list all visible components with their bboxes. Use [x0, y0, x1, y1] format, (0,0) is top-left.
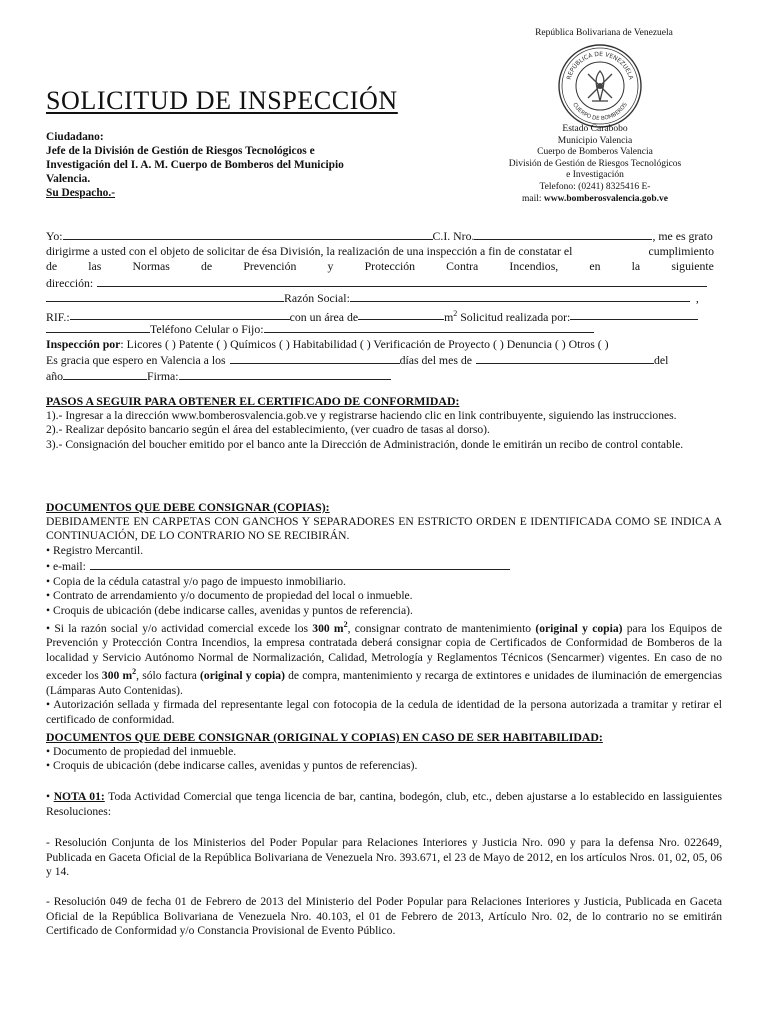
- office-line-phone: Telefono: (0241) 8325416 E-: [539, 181, 651, 192]
- fire-department-seal: [557, 43, 643, 129]
- direccion-field-cont[interactable]: [46, 290, 284, 302]
- yo-label: Yo:: [46, 229, 63, 243]
- office-block: [470, 124, 720, 205]
- solicitud-field-cont[interactable]: [46, 321, 150, 333]
- form-row-rif: [46, 306, 714, 322]
- solicitud-field[interactable]: [570, 308, 698, 320]
- firma-field[interactable]: [179, 368, 391, 380]
- document-item: • Registro Mercantil.: [46, 544, 722, 559]
- note-label: NOTA 01:: [53, 790, 105, 803]
- seal-text-top: REPÚBLICA DE VENEZUELA: [565, 50, 635, 81]
- documents-section: [46, 500, 722, 727]
- grato-label: , me es grato: [652, 229, 713, 243]
- office-line-municipality: Municipio Valencia: [557, 135, 633, 146]
- svg-text:REPÚBLICA DE VENEZUELA: [566, 51, 635, 81]
- document-item: • Autorización sellada y firmada del representante legal con fotocopia de la cedula de identidad de la persona autorizada a tramitar y retirar el certificado de conformidad.: [46, 698, 722, 727]
- area-field[interactable]: [358, 308, 444, 320]
- anio-label: año: [46, 368, 64, 383]
- maint-text: para los Equipos de Prevención y Protección Contra Incendios, la empresa contratada deberá consignar copia de Certificados de Conformidad de Bomberos de la localidad y Servicio Autónomo Normal de Normalización, Calidad, Metrología y Reglamentos Técnicos (Sencarmer) vigentes. En caso de no exceder los: [46, 621, 722, 683]
- document-item-email: [46, 558, 722, 575]
- documents-list: [46, 544, 722, 728]
- page-title: SOLICITUD DE INSPECCIÓN: [46, 86, 398, 115]
- dias-label: días del mes de: [399, 353, 473, 367]
- telefono-label: Teléfono Celular o Fijo:: [150, 322, 264, 336]
- form-row-norms: [46, 259, 714, 275]
- direccion-field[interactable]: [97, 275, 707, 287]
- form-row-inspeccion: [46, 337, 714, 353]
- norms-word: las: [88, 259, 102, 273]
- gracia-label: Es gracia que espero en Valencia a los: [46, 353, 226, 367]
- m2-sup: 2: [453, 308, 458, 318]
- maint-text: Si la razón social y/o actividad comercial excede los: [54, 621, 313, 635]
- note-section: [46, 790, 722, 819]
- m2-label: m: [444, 309, 454, 324]
- office-line-investigation: e Investigación: [566, 170, 624, 181]
- mail-prefix: mail:: [521, 193, 542, 204]
- office-line-state: Estado Carabobo: [562, 124, 628, 134]
- form-row-anio: [46, 368, 714, 384]
- telefono-field[interactable]: [264, 321, 594, 333]
- form-row-telefono: [46, 321, 714, 337]
- inspeccion-label: Inspección por: [46, 336, 121, 351]
- habitability-heading: DOCUMENTOS QUE DEBE CONSIGNAR (ORIGINAL Y COPIAS) EN CASO DE SER HABITABILIDAD:: [46, 730, 603, 744]
- maint-text: de compra, mantenimiento y recarga de extintores e unidades de iluminación de emergencias (Lámparas Auto Contenidas).: [46, 669, 722, 697]
- norms-word: de: [201, 259, 213, 273]
- request-form: [46, 228, 714, 383]
- habitability-item: • Croquis de ubicación (debe indicarse calles, avenidas y puntos de referencias).: [46, 759, 722, 774]
- razon-social-field[interactable]: [350, 290, 690, 302]
- del-label: del: [654, 353, 669, 367]
- svg-text:CUERPO DE BOMBEROS: [571, 102, 629, 123]
- addressee-salutation: Ciudadano:: [46, 131, 104, 143]
- solicitud-label: Solicitud realizada por:: [460, 309, 571, 324]
- habitability-item: • Documento de propiedad del inmueble.: [46, 745, 722, 760]
- direccion-label: dirección:: [46, 275, 94, 290]
- step-item: 2).- Realizar depósito bancario según el área del establecimiento, (ver cuadro de tasas al dorso).: [46, 423, 490, 436]
- note-text: Toda Actividad Comercial que tenga licencia de bar, cantina, bodegón, club, etc., deben ajustarse a lo establecido en lassiguientes Resoluciones:: [46, 790, 722, 818]
- seal-text-bottom: CUERPO DE BOMBEROS: [571, 101, 629, 123]
- form-row-yo: [46, 228, 714, 244]
- step-item: 1).- Ingresar a la dirección www.bomberosvalencia.gob.ve y registrarse haciendo clic en link contribuyente, siguiendo las instrucciones.: [46, 408, 677, 422]
- name-field[interactable]: [63, 228, 433, 240]
- note-intro: [46, 790, 722, 819]
- norms-word: siguiente: [671, 259, 714, 273]
- rif-field[interactable]: [70, 308, 290, 320]
- rif-label: RIF.:: [46, 309, 70, 324]
- norms-word: Normas: [132, 259, 170, 273]
- office-line-division: División de Gestión de Riesgos Tecnológicos: [508, 158, 682, 169]
- republic-label: República Bolivariana de Venezuela: [535, 28, 673, 38]
- area-label: con un área de: [289, 309, 359, 324]
- maint-text: , consignar contrato de mantenimiento: [347, 621, 536, 635]
- step-item: 3).- Consignación del boucher emitido por el banco ante la Dirección de Administración, donde le emitirán un recibo de control contable.: [46, 437, 684, 451]
- razon-social-label: Razón Social:: [284, 291, 350, 305]
- maint-original: (original y copia): [200, 669, 285, 683]
- inspeccion-options[interactable]: : Licores ( ) Patente ( ) Químicos ( ) Habitabilidad ( ) Verificación de Proyecto ( ) Denuncia ( ) Otros ( ): [120, 336, 609, 351]
- ci-label: C.I. Nro.: [432, 229, 475, 243]
- norms-word: la: [631, 259, 641, 273]
- purpose-text: dirigirme a usted con el objeto de solicitar de ésa División, la realización de una inspección a fin de constatar el: [46, 243, 573, 258]
- maint-original: (original y copia): [535, 621, 623, 635]
- documents-heading: DOCUMENTOS QUE DEBE CONSIGNAR (COPIAS):: [46, 500, 330, 514]
- resolution-2: - Resolución 049 de fecha 01 de Febrero de 2013 del Ministerio del Poder Popular para Relaciones Interiores y Justicia, Publicada en Gaceta Oficial de la República Bolivariana de Venezuela Nro. 40.103, el 01 de Febrero de 2013, Artículo Nro. 02, de lo contrario no se emitirán Certificado de Conformidad y/o Constancia Provisional de Evento Público.: [46, 895, 722, 937]
- comma: ,: [695, 291, 699, 305]
- office-line-fire-dept: Cuerpo de Bomberos Valencia: [537, 147, 653, 158]
- mail-link[interactable]: www.bomberosvalencia.gob.ve: [543, 193, 669, 204]
- anio-field[interactable]: [63, 368, 147, 380]
- document-item: • Contrato de arrendamiento y/o documento de propiedad del local o inmueble.: [46, 589, 722, 604]
- form-row-direccion: [46, 275, 714, 291]
- maint-text: , sólo factura: [136, 669, 201, 683]
- norms-word: Contra: [446, 259, 479, 273]
- habitability-section: [46, 730, 722, 774]
- purpose-text-end: cumplimiento: [648, 243, 714, 258]
- document-item: • Croquis de ubicación (debe indicarse calles, avenidas y puntos de referencia).: [46, 604, 722, 619]
- form-row-purpose: [46, 244, 714, 260]
- document-item: • Copia de la cédula catastral y/o pago de impuesto inmobiliario.: [46, 575, 722, 590]
- documents-subheading: DEBIDAMENTE EN CARPETAS CON GANCHOS Y SEPARADORES EN ESTRICTO ORDEN E IDENTIFICADA COMO SE INDICA A CONTINUACIÓN, DE LO CONTRARIO NO SE RECIBIRÁN.: [46, 514, 722, 542]
- resolution-1: - Resolución Conjunta de los Ministerios del Poder Popular para Relaciones Interiores y Justicia Nro. 090 y para la defensa Nro. 022649, Publicada en Gaceta Oficial de la República Bolivariana de Venezuela Nro. 393.671, el 23 de Mayo de 2012, en los artículos Nros. 01, 02, 05, 06 y 14.: [46, 836, 722, 878]
- maint-sup: 2: [132, 667, 137, 677]
- norms-word: Prevención: [243, 259, 297, 273]
- office-line-mail: [470, 194, 720, 206]
- email-label: e-mail:: [52, 560, 86, 573]
- norms-word: Protección: [364, 259, 416, 273]
- email-field[interactable]: [90, 558, 510, 570]
- maint-area: 300 m: [312, 621, 344, 635]
- habitability-list: [46, 745, 722, 774]
- norms-word: de: [46, 259, 58, 273]
- form-row-razon: [46, 290, 714, 306]
- ci-field[interactable]: [474, 228, 652, 240]
- addressee-recipient: Jefe de la División de Gestión de Riesgos Tecnológicos e Investigación del I. A. M. Cuerpo de Bomberos del Municipio Valencia.: [46, 145, 344, 185]
- maint-sup: 2: [343, 620, 348, 629]
- norms-word: y: [327, 259, 334, 273]
- document-item-maintenance: [46, 618, 722, 698]
- addressee-despacho: Su Despacho.-: [46, 187, 115, 199]
- dias-field[interactable]: [230, 352, 400, 364]
- firma-label: Firma:: [147, 368, 179, 383]
- maint-area: 300 m: [101, 669, 133, 683]
- norms-word: Incendios,: [509, 259, 559, 273]
- norms-word: en: [589, 259, 601, 273]
- mes-field[interactable]: [476, 352, 654, 364]
- steps-section: [46, 394, 722, 452]
- steps-heading: PASOS A SEGUIR PARA OBTENER EL CERTIFICADO DE CONFORMIDAD:: [46, 394, 460, 408]
- form-row-gracia: [46, 352, 714, 368]
- addressee-block: [46, 130, 376, 200]
